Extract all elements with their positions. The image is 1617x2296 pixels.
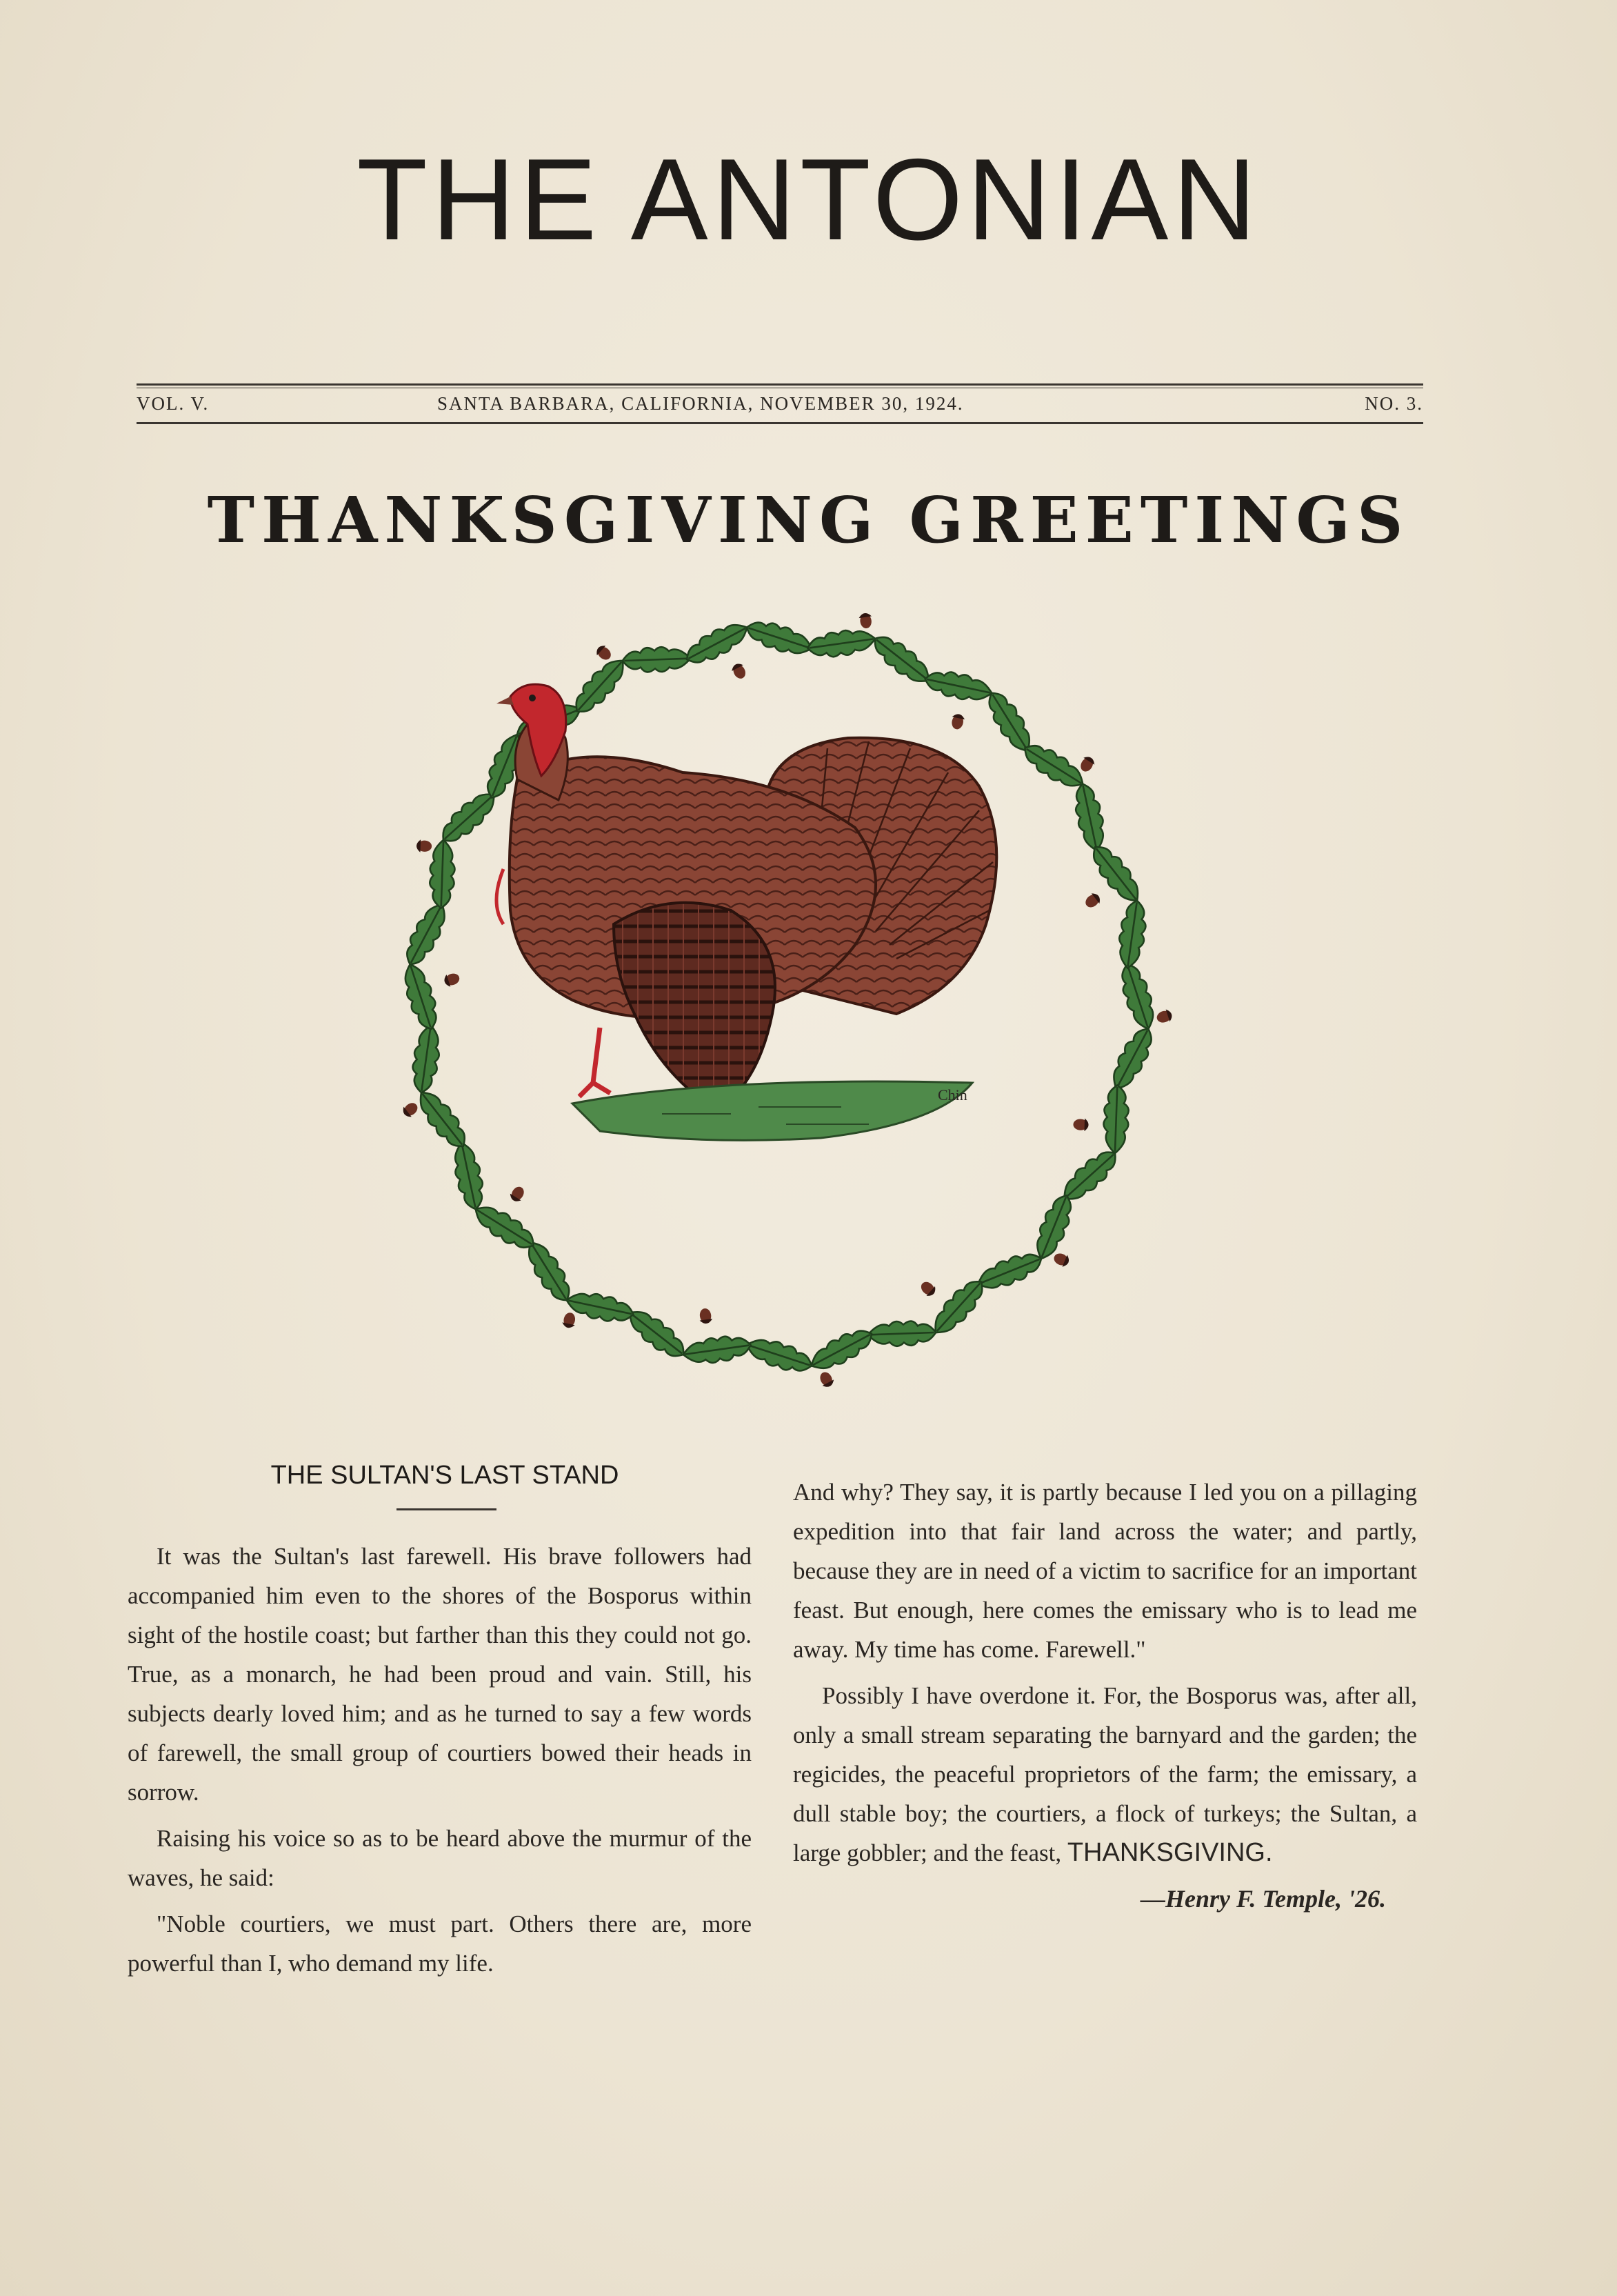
oak-leaf	[1105, 1023, 1159, 1095]
oak-leaf	[1071, 781, 1109, 853]
acorn	[443, 971, 461, 988]
emphasis-thanksgiving: THANKSGIVING.	[1067, 1838, 1273, 1867]
article-title: THE SULTAN'S LAST STAND	[270, 1461, 619, 1490]
article-paragraph-text: Possibly I have overdone it. For, the Bosporus was, after all, only a small stream separating the barnyard and the garden; the regicides, the peaceful proprietors of the farm; the emissary, a dull stable boy; the courtiers, a flock of turkeys; the Sultan, a large gobbler; and the feast,	[793, 1682, 1417, 1866]
oak-leaf	[450, 1140, 488, 1212]
acorn	[1083, 891, 1103, 910]
oak-leaf	[743, 616, 815, 661]
turkey-wing	[614, 903, 775, 1110]
article-column-1	[128, 1537, 752, 1990]
acorn	[1078, 755, 1097, 775]
volume-label: VOL. V.	[137, 393, 210, 414]
dateline-rule-top	[137, 383, 1423, 386]
acorn	[1155, 1008, 1174, 1026]
article-paragraph: And why? They say, it is partly because I led you on a pillaging expedition into that fair land across the water; and partly, because they are in need of a victim to sacrifice for an important feast. But enough, here comes the emissary who is to lead me away. My time has come. Farewell."	[793, 1479, 1417, 1663]
oak-leaf	[1030, 1191, 1078, 1264]
oak-leaf	[622, 646, 691, 673]
oak-leaf	[409, 1024, 443, 1095]
oak-leaf	[743, 1333, 815, 1378]
acorn	[698, 1308, 713, 1325]
turkey	[496, 684, 996, 1140]
byline: —Henry F. Temple, '26.	[1140, 1885, 1386, 1913]
turkey-leg	[579, 1028, 610, 1097]
acorn	[508, 1184, 528, 1204]
dateline-rule-bottom	[137, 422, 1423, 424]
masthead-title: THE ANTONIAN	[356, 134, 1261, 264]
greeting-heading: THANKSGIVING GREETINGS	[207, 483, 1410, 557]
acorn	[1073, 1118, 1089, 1131]
acorn	[730, 661, 749, 681]
oak-leaf	[1103, 1085, 1129, 1154]
artist-signature: Chin	[938, 1086, 967, 1104]
oak-leaf	[469, 1199, 540, 1256]
oak-leaf	[429, 839, 456, 908]
oak-leaf	[1116, 960, 1161, 1032]
oak-leaf	[1018, 737, 1089, 795]
ground-patch	[572, 1081, 972, 1140]
acorn	[561, 1311, 577, 1329]
oak-leaf	[399, 899, 453, 970]
article-column-2	[793, 1473, 1417, 1919]
oak-leaf	[568, 652, 632, 719]
article-paragraph: It was the Sultan's last farewell. His brave followers had accompanied him even to the shores of the Bosporus within sight of the hostile coast; but farther than this they could not go. True, as a monarch, he had been proud and vain. Still, his subjects dearly loved him; and as he turned to say a few words of farewell, the small group of courtiers bowed their heads in sorrow.	[128, 1543, 752, 1806]
article-paragraph: "Noble courtiers, we must part. Others there are, more powerful than I, who demand my life.	[128, 1910, 752, 1977]
acorn	[858, 612, 874, 630]
acorn	[817, 1370, 836, 1389]
acorn	[950, 713, 965, 731]
article-title-rule	[396, 1508, 496, 1510]
turkey-illustration	[372, 600, 1186, 1393]
oak-leaf	[681, 1333, 752, 1367]
oak-leaf	[805, 1323, 877, 1377]
oak-leaf	[806, 626, 877, 660]
acorn	[1052, 1250, 1071, 1268]
place-date: SANTA BARBARA, CALIFORNIA, NOVEMBER 30, 1924.	[437, 393, 964, 414]
oak-leaf	[1116, 899, 1149, 970]
article-paragraph: Raising his voice so as to be heard above the murmur of the waves, he said:	[128, 1825, 752, 1891]
acorn	[594, 643, 614, 663]
issue-number: NO. 3.	[1365, 393, 1423, 414]
oak-leaf	[867, 1320, 936, 1347]
acorn	[416, 839, 432, 852]
oak-leaf	[399, 960, 443, 1032]
dateline	[137, 393, 1423, 421]
oak-leaf	[681, 617, 753, 670]
acorn	[918, 1279, 938, 1299]
oak-leaf	[974, 1247, 1046, 1295]
oak-wreath	[399, 612, 1174, 1390]
article-paragraph	[793, 1676, 1417, 1873]
acorn	[401, 1100, 421, 1119]
oak-leaf	[923, 667, 994, 706]
oak-leaf	[927, 1274, 991, 1341]
oak-leaf	[412, 1085, 473, 1154]
